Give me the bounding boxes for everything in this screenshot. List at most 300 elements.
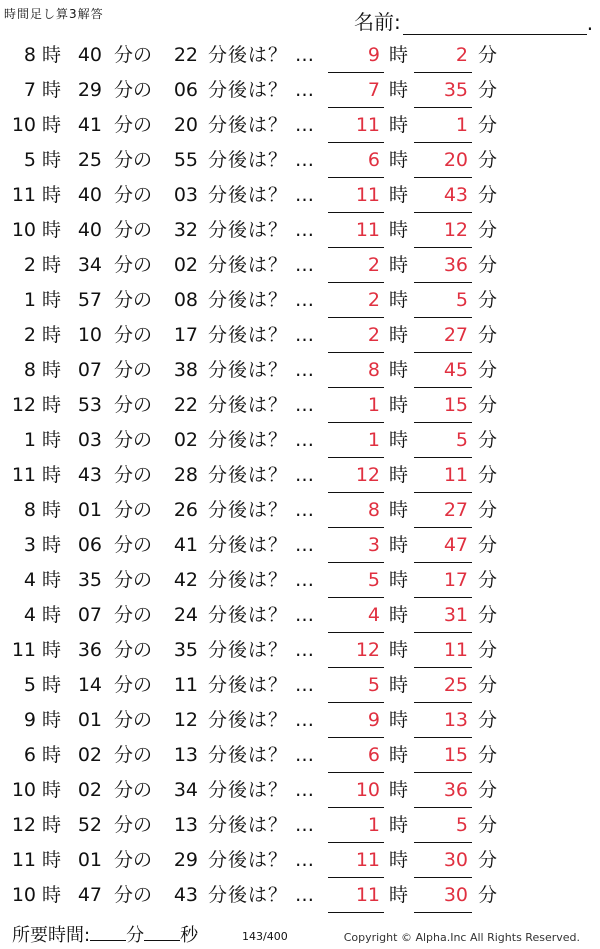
added-minutes: 02 [173, 429, 198, 451]
start-minute: 40 [77, 219, 102, 241]
answer-minute-label: 分 [478, 569, 498, 591]
start-hour: 10 [11, 219, 36, 241]
problem-row [0, 494, 600, 529]
after-question-label: 分後は？ … [208, 184, 316, 206]
added-minutes: 26 [173, 499, 198, 521]
answer-minute-underline [414, 387, 472, 388]
start-minute: 40 [77, 184, 102, 206]
answer-minute: 12 [443, 219, 468, 241]
start-minute: 36 [77, 639, 102, 661]
answer-hour-label: 時 [389, 604, 409, 626]
answer-hour-label: 時 [389, 709, 409, 731]
answer-minute-underline [414, 72, 472, 73]
problem-row [0, 739, 600, 774]
answer-hour-underline [328, 842, 384, 843]
answer-hour: 12 [355, 464, 380, 486]
start-hour: 2 [23, 254, 36, 276]
hour-label: 時 [42, 464, 62, 486]
added-minutes: 17 [173, 324, 198, 346]
start-hour: 1 [23, 289, 36, 311]
added-minutes: 42 [173, 569, 198, 591]
problem-row [0, 844, 600, 879]
answer-hour-label: 時 [389, 149, 409, 171]
answer-minute: 17 [443, 569, 468, 591]
after-question-label: 分後は？ … [208, 674, 316, 696]
minute-of-label: 分の [114, 534, 153, 556]
problem-row [0, 879, 600, 914]
answer-hour: 11 [355, 184, 380, 206]
elapsed-time-label: 所要時間: [12, 925, 91, 946]
hour-label: 時 [42, 569, 62, 591]
name-label: 名前: [354, 10, 401, 34]
answer-minute: 27 [443, 499, 468, 521]
answer-hour-label: 時 [389, 254, 409, 276]
answer-minute-underline [414, 317, 472, 318]
answer-minute-label: 分 [478, 884, 498, 906]
answer-hour: 8 [367, 499, 380, 521]
added-minutes: 55 [173, 149, 198, 171]
answer-minute-label: 分 [478, 289, 498, 311]
page-number: 143/400 [242, 930, 288, 943]
answer-hour-label: 時 [389, 219, 409, 241]
minute-of-label: 分の [114, 709, 153, 731]
answer-minute-label: 分 [478, 674, 498, 696]
after-question-label: 分後は？ … [208, 44, 316, 66]
added-minutes: 28 [173, 464, 198, 486]
answer-hour-underline [328, 422, 384, 423]
start-hour: 10 [11, 884, 36, 906]
minute-of-label: 分の [114, 219, 153, 241]
answer-hour: 8 [367, 359, 380, 381]
seconds-blank [144, 922, 180, 941]
added-minutes: 29 [173, 849, 198, 871]
after-question-label: 分後は？ … [208, 499, 316, 521]
added-minutes: 35 [173, 639, 198, 661]
after-question-label: 分後は？ … [208, 464, 316, 486]
minute-of-label: 分の [114, 184, 153, 206]
answer-hour-underline [328, 877, 384, 878]
answer-minute-label: 分 [478, 779, 498, 801]
start-hour: 10 [11, 114, 36, 136]
answer-minute: 45 [443, 359, 468, 381]
hour-label: 時 [42, 639, 62, 661]
hour-label: 時 [42, 219, 62, 241]
answer-hour: 11 [355, 114, 380, 136]
minute-of-label: 分の [114, 79, 153, 101]
answer-minute-label: 分 [478, 464, 498, 486]
start-minute: 03 [77, 429, 102, 451]
hour-label: 時 [42, 604, 62, 626]
answer-hour: 1 [367, 429, 380, 451]
problem-row [0, 669, 600, 704]
minute-of-label: 分の [114, 464, 153, 486]
answer-hour: 12 [355, 639, 380, 661]
problem-row [0, 109, 600, 144]
start-minute: 01 [77, 849, 102, 871]
hour-label: 時 [42, 44, 62, 66]
added-minutes: 43 [173, 884, 198, 906]
answer-hour-label: 時 [389, 499, 409, 521]
answer-hour-label: 時 [389, 849, 409, 871]
minute-of-label: 分の [114, 289, 153, 311]
answer-minute-underline [414, 877, 472, 878]
answer-minute-label: 分 [478, 254, 498, 276]
answer-minute-label: 分 [478, 744, 498, 766]
added-minutes: 13 [173, 744, 198, 766]
start-hour: 8 [23, 359, 36, 381]
answer-hour: 2 [367, 324, 380, 346]
hour-label: 時 [42, 849, 62, 871]
problem-row [0, 284, 600, 319]
answer-minute-underline [414, 422, 472, 423]
start-minute: 43 [77, 464, 102, 486]
problem-row [0, 389, 600, 424]
answer-minute: 43 [443, 184, 468, 206]
answer-minute-underline [414, 107, 472, 108]
answer-hour: 4 [367, 604, 380, 626]
after-question-label: 分後は？ … [208, 254, 316, 276]
answer-hour-underline [328, 632, 384, 633]
hour-label: 時 [42, 324, 62, 346]
answer-hour: 5 [367, 674, 380, 696]
added-minutes: 11 [173, 674, 198, 696]
answer-hour-label: 時 [389, 429, 409, 451]
worksheet-title: 時間足し算3解答 [4, 7, 104, 21]
problem-row [0, 214, 600, 249]
answer-minute-underline [414, 737, 472, 738]
start-hour: 8 [23, 499, 36, 521]
answer-minute: 1 [455, 114, 468, 136]
answer-hour: 1 [367, 394, 380, 416]
answer-hour-underline [328, 492, 384, 493]
answer-minute-underline [414, 212, 472, 213]
problem-row [0, 634, 600, 669]
start-hour: 11 [11, 639, 36, 661]
start-minute: 29 [77, 79, 102, 101]
hour-label: 時 [42, 254, 62, 276]
hour-label: 時 [42, 359, 62, 381]
answer-minute-underline [414, 912, 472, 913]
name-blank-line [403, 14, 587, 35]
after-question-label: 分後は？ … [208, 534, 316, 556]
answer-minute: 36 [443, 779, 468, 801]
start-minute: 34 [77, 254, 102, 276]
answer-minute: 13 [443, 709, 468, 731]
problem-row [0, 564, 600, 599]
hour-label: 時 [42, 184, 62, 206]
after-question-label: 分後は？ … [208, 849, 316, 871]
minute-of-label: 分の [114, 814, 153, 836]
minute-of-label: 分の [114, 674, 153, 696]
name-field [354, 6, 593, 35]
answer-hour-label: 時 [389, 44, 409, 66]
after-question-label: 分後は？ … [208, 114, 316, 136]
answer-hour-label: 時 [389, 674, 409, 696]
answer-minute-underline [414, 492, 472, 493]
answer-minute: 5 [455, 814, 468, 836]
hour-label: 時 [42, 79, 62, 101]
answer-minute-underline [414, 527, 472, 528]
answer-minute-underline [414, 177, 472, 178]
minute-of-label: 分の [114, 604, 153, 626]
minutes-blank [90, 922, 126, 941]
added-minutes: 24 [173, 604, 198, 626]
answer-minute-underline [414, 282, 472, 283]
answer-minute: 36 [443, 254, 468, 276]
after-question-label: 分後は？ … [208, 324, 316, 346]
answer-minute-underline [414, 457, 472, 458]
answer-minute-underline [414, 702, 472, 703]
minute-of-label: 分の [114, 394, 153, 416]
start-minute: 47 [77, 884, 102, 906]
start-minute: 07 [77, 359, 102, 381]
start-minute: 41 [77, 114, 102, 136]
after-question-label: 分後は？ … [208, 219, 316, 241]
answer-hour: 11 [355, 219, 380, 241]
answer-minute-label: 分 [478, 849, 498, 871]
problem-row [0, 529, 600, 564]
answer-hour-label: 時 [389, 114, 409, 136]
minute-of-label: 分の [114, 44, 153, 66]
after-question-label: 分後は？ … [208, 289, 316, 311]
after-question-label: 分後は？ … [208, 744, 316, 766]
added-minutes: 22 [173, 44, 198, 66]
answer-hour-underline [328, 282, 384, 283]
answer-hour-underline [328, 387, 384, 388]
problem-row [0, 774, 600, 809]
answer-hour-underline [328, 142, 384, 143]
start-minute: 01 [77, 499, 102, 521]
answer-minute: 27 [443, 324, 468, 346]
minute-of-label: 分の [114, 429, 153, 451]
problem-row [0, 144, 600, 179]
start-minute: 02 [77, 779, 102, 801]
problem-row [0, 809, 600, 844]
second-unit: 秒 [180, 925, 199, 946]
added-minutes: 32 [173, 219, 198, 241]
start-hour: 9 [23, 709, 36, 731]
answer-minute-label: 分 [478, 604, 498, 626]
added-minutes: 41 [173, 534, 198, 556]
answer-hour: 6 [367, 744, 380, 766]
start-minute: 25 [77, 149, 102, 171]
after-question-label: 分後は？ … [208, 149, 316, 171]
answer-hour-label: 時 [389, 779, 409, 801]
answer-hour-label: 時 [389, 359, 409, 381]
problem-row [0, 319, 600, 354]
answer-minute-label: 分 [478, 814, 498, 836]
minute-of-label: 分の [114, 149, 153, 171]
answer-hour: 2 [367, 254, 380, 276]
answer-hour-underline [328, 247, 384, 248]
answer-hour-underline [328, 737, 384, 738]
problem-row [0, 459, 600, 494]
start-hour: 12 [11, 814, 36, 836]
answer-hour: 3 [367, 534, 380, 556]
start-hour: 11 [11, 464, 36, 486]
hour-label: 時 [42, 429, 62, 451]
answer-hour-underline [328, 772, 384, 773]
answer-minute: 25 [443, 674, 468, 696]
answer-hour-label: 時 [389, 814, 409, 836]
start-hour: 5 [23, 149, 36, 171]
answer-hour-label: 時 [389, 324, 409, 346]
answer-hour-label: 時 [389, 464, 409, 486]
answer-hour-underline [328, 597, 384, 598]
start-hour: 4 [23, 569, 36, 591]
answer-minute-underline [414, 772, 472, 773]
minute-of-label: 分の [114, 254, 153, 276]
minute-of-label: 分の [114, 884, 153, 906]
answer-minute-label: 分 [478, 44, 498, 66]
added-minutes: 03 [173, 184, 198, 206]
answer-minute-underline [414, 667, 472, 668]
problem-row [0, 424, 600, 459]
start-minute: 14 [77, 674, 102, 696]
answer-minute-underline [414, 807, 472, 808]
answer-minute-label: 分 [478, 79, 498, 101]
problem-row [0, 249, 600, 284]
start-hour: 3 [23, 534, 36, 556]
after-question-label: 分後は？ … [208, 709, 316, 731]
after-question-label: 分後は？ … [208, 429, 316, 451]
answer-hour-label: 時 [389, 79, 409, 101]
after-question-label: 分後は？ … [208, 814, 316, 836]
after-question-label: 分後は？ … [208, 79, 316, 101]
start-hour: 8 [23, 44, 36, 66]
minute-of-label: 分の [114, 359, 153, 381]
start-minute: 02 [77, 744, 102, 766]
added-minutes: 08 [173, 289, 198, 311]
answer-minute: 2 [455, 44, 468, 66]
answer-minute-underline [414, 597, 472, 598]
after-question-label: 分後は？ … [208, 359, 316, 381]
start-hour: 4 [23, 604, 36, 626]
answer-hour-label: 時 [389, 394, 409, 416]
start-hour: 6 [23, 744, 36, 766]
after-question-label: 分後は？ … [208, 639, 316, 661]
answer-minute: 15 [443, 744, 468, 766]
added-minutes: 12 [173, 709, 198, 731]
minute-of-label: 分の [114, 849, 153, 871]
answer-hour: 6 [367, 149, 380, 171]
answer-hour: 2 [367, 289, 380, 311]
answer-hour-label: 時 [389, 184, 409, 206]
hour-label: 時 [42, 534, 62, 556]
problem-row [0, 599, 600, 634]
hour-label: 時 [42, 884, 62, 906]
hour-label: 時 [42, 114, 62, 136]
hour-label: 時 [42, 499, 62, 521]
minute-of-label: 分の [114, 639, 153, 661]
start-hour: 10 [11, 779, 36, 801]
start-hour: 2 [23, 324, 36, 346]
added-minutes: 02 [173, 254, 198, 276]
minute-of-label: 分の [114, 324, 153, 346]
minute-of-label: 分の [114, 114, 153, 136]
start-minute: 53 [77, 394, 102, 416]
minute-unit: 分 [126, 925, 145, 946]
start-minute: 35 [77, 569, 102, 591]
added-minutes: 06 [173, 79, 198, 101]
answer-hour-underline [328, 317, 384, 318]
start-hour: 1 [23, 429, 36, 451]
start-minute: 06 [77, 534, 102, 556]
answer-hour-label: 時 [389, 639, 409, 661]
answer-hour-underline [328, 72, 384, 73]
minute-of-label: 分の [114, 499, 153, 521]
start-minute: 07 [77, 604, 102, 626]
problem-row [0, 354, 600, 389]
added-minutes: 34 [173, 779, 198, 801]
hour-label: 時 [42, 394, 62, 416]
problem-row [0, 39, 600, 74]
answer-minute-underline [414, 247, 472, 248]
start-minute: 52 [77, 814, 102, 836]
added-minutes: 20 [173, 114, 198, 136]
hour-label: 時 [42, 814, 62, 836]
answer-minute-label: 分 [478, 359, 498, 381]
answer-minute: 47 [443, 534, 468, 556]
answer-minute: 5 [455, 429, 468, 451]
hour-label: 時 [42, 674, 62, 696]
answer-minute-label: 分 [478, 429, 498, 451]
answer-minute-label: 分 [478, 149, 498, 171]
answer-minute: 15 [443, 394, 468, 416]
elapsed-time-field [12, 921, 198, 947]
answer-hour-underline [328, 527, 384, 528]
name-end-mark: . [586, 11, 594, 35]
hour-label: 時 [42, 779, 62, 801]
after-question-label: 分後は？ … [208, 394, 316, 416]
answer-minute-label: 分 [478, 709, 498, 731]
after-question-label: 分後は？ … [208, 884, 316, 906]
answer-minute-label: 分 [478, 394, 498, 416]
answer-minute-label: 分 [478, 114, 498, 136]
start-minute: 01 [77, 709, 102, 731]
problem-row [0, 74, 600, 109]
answer-minute-label: 分 [478, 534, 498, 556]
added-minutes: 13 [173, 814, 198, 836]
start-minute: 40 [77, 44, 102, 66]
answer-hour: 11 [355, 884, 380, 906]
start-minute: 57 [77, 289, 102, 311]
answer-hour-underline [328, 562, 384, 563]
answer-minute: 5 [455, 289, 468, 311]
answer-hour-label: 時 [389, 884, 409, 906]
answer-minute-label: 分 [478, 324, 498, 346]
hour-label: 時 [42, 289, 62, 311]
answer-hour: 9 [367, 44, 380, 66]
answer-hour-underline [328, 177, 384, 178]
answer-hour-underline [328, 352, 384, 353]
minute-of-label: 分の [114, 569, 153, 591]
start-hour: 11 [11, 184, 36, 206]
answer-hour-label: 時 [389, 569, 409, 591]
problem-row [0, 179, 600, 214]
hour-label: 時 [42, 149, 62, 171]
answer-minute-underline [414, 842, 472, 843]
answer-minute: 35 [443, 79, 468, 101]
start-hour: 11 [11, 849, 36, 871]
answer-hour: 10 [355, 779, 380, 801]
answer-hour-label: 時 [389, 289, 409, 311]
answer-minute-underline [414, 632, 472, 633]
copyright-notice: Copyright © Alpha.Inc All Rights Reserved. [343, 931, 580, 944]
hour-label: 時 [42, 744, 62, 766]
added-minutes: 38 [173, 359, 198, 381]
start-hour: 7 [23, 79, 36, 101]
